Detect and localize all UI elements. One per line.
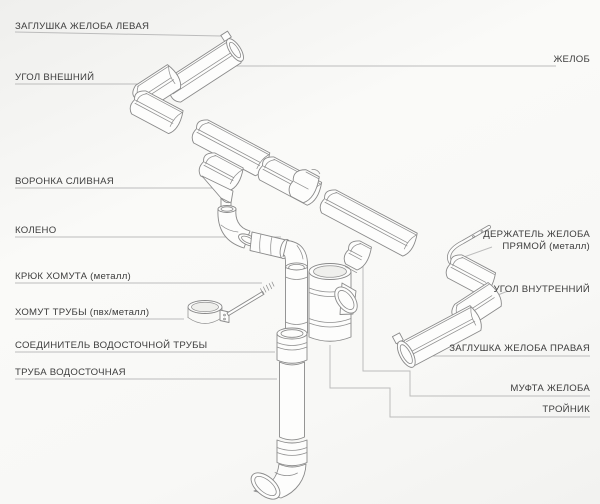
label-gutter: ЖЕЛОБ xyxy=(553,54,590,65)
label-gutter-end-cap-right: ЗАГЛУШКА ЖЕЛОБА ПРАВАЯ xyxy=(449,343,590,354)
pipe-clamp-drawing xyxy=(188,301,229,324)
label-gutter-end-cap-left: ЗАГЛУШКА ЖЕЛОБА ЛЕВАЯ xyxy=(15,21,150,32)
gutter-right-section-drawing xyxy=(390,296,485,370)
tee-drawing xyxy=(309,264,362,342)
label-downpipe: ТРУБА ВОДОСТОЧНАЯ xyxy=(15,367,126,378)
label-elbow: КОЛЕНО xyxy=(15,225,57,236)
label-gutter-bracket-line1: ДЕРЖАТЕЛЬ ЖЕЛОБА xyxy=(483,229,590,240)
downpipe-drawing xyxy=(246,328,307,504)
elbow-drawing xyxy=(218,206,308,336)
label-downpipe-connector: СОЕДИНИТЕЛЬ ВОДОСТОЧНОЙ ТРУБЫ xyxy=(15,340,208,351)
outlet-elbow-drawing xyxy=(246,464,306,504)
label-pipe-clamp: ХОМУТ ТРУБЫ (пвх/металл) xyxy=(15,307,150,318)
label-gutter-bracket xyxy=(483,229,590,252)
label-clamp-hook: КРЮК ХОМУТА (металл) xyxy=(15,271,131,282)
label-drain-funnel: ВОРОНКА СЛИВНАЯ xyxy=(15,176,114,187)
label-inner-corner: УГОЛ ВНУТРЕННИЙ xyxy=(493,284,590,295)
label-gutter-coupler: МУФТА ЖЕЛОБА xyxy=(510,383,590,394)
label-gutter-bracket-line2: ПРЯМОЙ (металл) xyxy=(502,240,590,252)
label-outer-corner: УГОЛ ВНЕШНИЙ xyxy=(15,72,95,83)
downpipe-connector-drawing xyxy=(277,328,307,363)
downpipe-lower-coupler-drawing xyxy=(277,440,307,466)
label-tee: ТРОЙНИК xyxy=(542,404,590,415)
leader-end-cap-left xyxy=(15,32,221,36)
clamp-hook-drawing xyxy=(227,282,274,316)
